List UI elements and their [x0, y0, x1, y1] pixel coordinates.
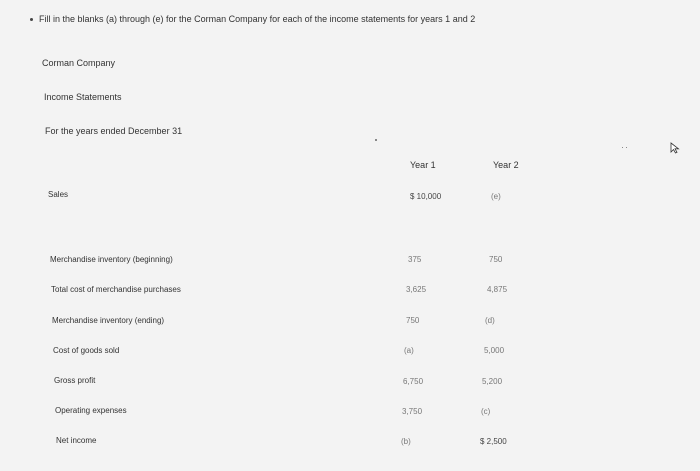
cell-cogs-year2: 5,000	[484, 346, 505, 355]
period-text: For the years ended December 31	[45, 126, 183, 136]
mouse-cursor-icon	[670, 142, 680, 154]
cell-inventory-beginning-year2: 750	[489, 255, 503, 264]
row-label-operating-expenses: Operating expenses	[55, 406, 127, 415]
cell-cogs-year1: (a)	[404, 346, 414, 355]
cell-sales-year2: (e)	[491, 192, 501, 201]
cell-operating-expenses-year1: 3,750	[402, 407, 423, 416]
row-label-net-income: Net income	[56, 436, 97, 445]
row-label-inventory-beginning: Merchandise inventory (beginning)	[50, 255, 173, 264]
cell-net-income-year2: $ 2,500	[480, 437, 507, 446]
cell-total-purchases-year2: 4,875	[487, 285, 508, 294]
instruction-label: Fill in the blanks (a) through (e) for the Corman Company for each of the income statements for years 1 and 2	[39, 14, 476, 24]
cell-inventory-ending-year1: 750	[406, 316, 420, 325]
column-header-year2: Year 2	[493, 160, 519, 170]
cell-operating-expenses-year2: (c)	[481, 407, 491, 416]
cell-net-income-year1: (b)	[401, 437, 411, 446]
row-label-cogs: Cost of goods sold	[53, 346, 120, 355]
instruction-text	[30, 14, 475, 24]
stray-dot-mark	[622, 147, 623, 148]
cell-total-purchases-year1: 3,625	[406, 285, 427, 294]
statement-title: Income Statements	[44, 92, 122, 102]
cell-gross-profit-year2: 5,200	[482, 377, 503, 386]
column-header-year1: Year 1	[410, 160, 436, 170]
cell-inventory-beginning-year1: 375	[408, 255, 422, 264]
cell-inventory-ending-year2: (d)	[485, 316, 495, 325]
stray-dot-mark	[626, 147, 627, 148]
row-label-sales: Sales	[48, 190, 69, 199]
cell-sales-year1: $ 10,000	[410, 192, 442, 201]
cell-gross-profit-year1: 6,750	[403, 377, 424, 386]
stray-dot-mark	[375, 139, 377, 141]
row-label-gross-profit: Gross profit	[54, 376, 96, 385]
bullet-icon	[30, 18, 33, 21]
row-label-inventory-ending: Merchandise inventory (ending)	[52, 316, 165, 325]
row-label-total-purchases: Total cost of merchandise purchases	[51, 285, 181, 294]
company-name: Corman Company	[42, 58, 116, 68]
